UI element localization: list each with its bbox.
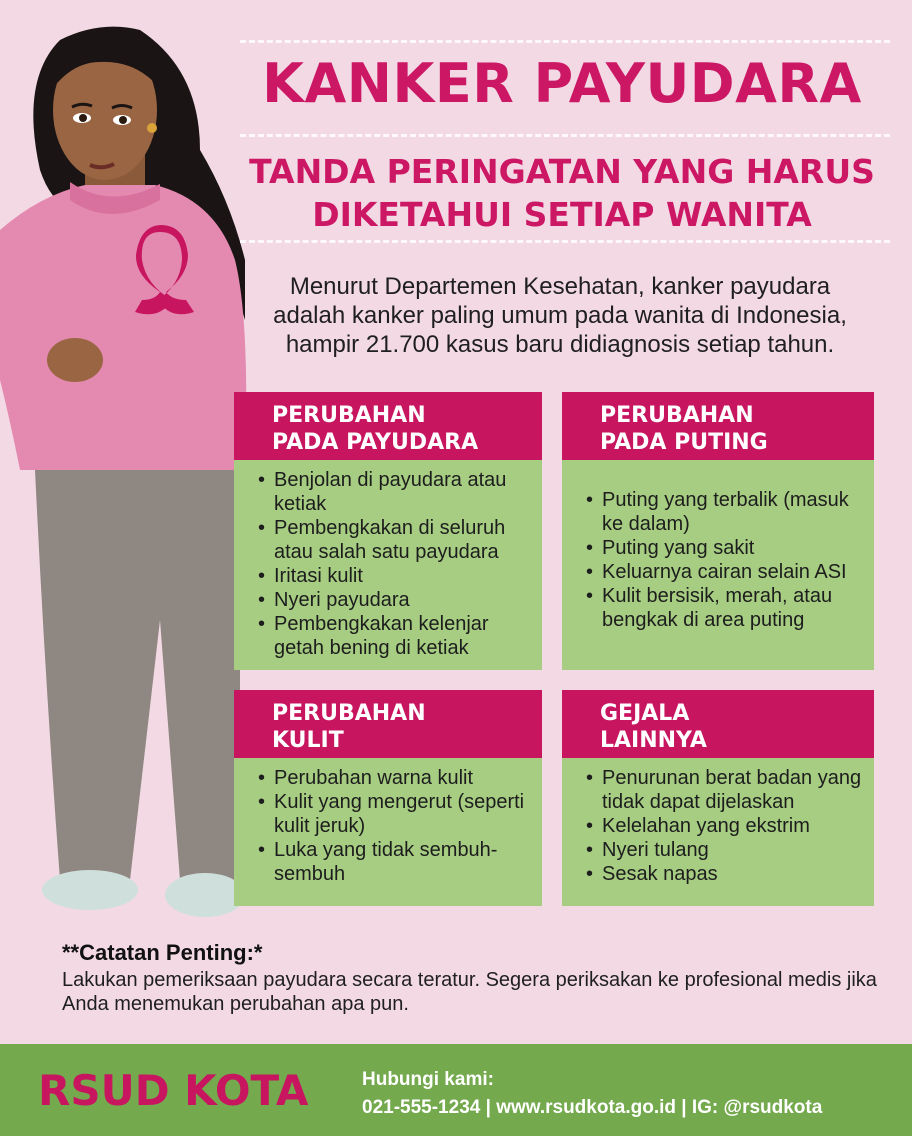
card-title: PADA PUTING: [600, 430, 768, 455]
card-title: PADA PAYUDARA: [272, 430, 479, 455]
card-breast-changes: [234, 392, 542, 670]
divider-top: [240, 40, 890, 43]
card-skin-changes: [234, 690, 542, 906]
note-text: Lakukan pemeriksaan payudara secara teratur. Segera periksakan ke profesional medis jika Anda menemukan perubahan apa pun.: [62, 969, 877, 1015]
symptom-list: [586, 488, 862, 632]
brand-logo: RSUD KOTA: [38, 1066, 309, 1115]
list-item: • Kelelahan yang ekstrim: [586, 814, 862, 838]
intro-text: [240, 272, 880, 359]
card-title: LAINNYA: [600, 728, 707, 753]
intro-line: hampir 21.700 kasus baru didiagnosis setiap tahun.: [285, 331, 835, 358]
divider-middle: [240, 134, 890, 137]
symptom-list: [258, 766, 530, 886]
subtitle-line: DIKETAHUI SETIAP WANITA: [312, 195, 812, 234]
list-item: • Pembengkakan kelenjar getah bening di ketiak: [258, 612, 530, 660]
list-item: • Keluarnya cairan selain ASI: [586, 560, 862, 584]
note-title: **Catatan Penting:*: [62, 940, 263, 965]
subtitle-line: TANDA PERINGATAN YANG HARUS: [249, 152, 875, 191]
list-item: • Kulit bersisik, merah, atau bengkak di area puting: [586, 584, 862, 632]
list-item: • Penurunan berat badan yang tidak dapat dijelaskan: [586, 766, 862, 814]
list-item: • Benjolan di payudara atau ketiak: [258, 468, 530, 516]
intro-line: Menurut Departemen Kesehatan, kanker payudara: [289, 273, 831, 300]
list-item: • Pembengkakan di seluruh atau salah satu payudara: [258, 516, 530, 564]
list-item: • Perubahan warna kulit: [258, 766, 530, 790]
card-other-symptoms: [562, 690, 874, 906]
list-item: • Iritasi kulit: [258, 564, 530, 588]
card-body: [562, 758, 874, 906]
card-body: [234, 460, 542, 670]
woman-illustration: [0, 0, 250, 940]
symptom-list: [258, 468, 530, 660]
card-nipple-changes: [562, 392, 874, 670]
symptom-list: [586, 766, 862, 886]
list-item: • Puting yang sakit: [586, 536, 862, 560]
card-header: [562, 690, 874, 758]
list-item: • Nyeri payudara: [258, 588, 530, 612]
card-header: [234, 690, 542, 758]
list-item: • Kulit yang mengerut (seperti kulit jeruk): [258, 790, 530, 838]
contact-details: 021-555-1234 | www.rsudkota.go.id | IG: @rsudkota: [362, 1097, 823, 1118]
list-item: • Nyeri tulang: [586, 838, 862, 862]
contact-label: Hubungi kami:: [362, 1069, 494, 1090]
important-note: [62, 940, 892, 1016]
page-subtitle: [226, 150, 898, 236]
list-item: • Puting yang terbalik (masuk ke dalam): [586, 488, 862, 536]
list-item: • Sesak napas: [586, 862, 862, 886]
card-title: PERUBAHAN: [272, 403, 426, 428]
card-header: [562, 392, 874, 460]
card-header: [234, 392, 542, 460]
card-body: [562, 460, 874, 670]
contact-info: [362, 1066, 822, 1122]
list-item: • Luka yang tidak sembuh-sembuh: [258, 838, 530, 886]
footer: [0, 1044, 912, 1136]
divider-bottom: [240, 240, 890, 243]
card-title: PERUBAHAN: [272, 701, 426, 726]
card-body: [234, 758, 542, 906]
card-title: KULIT: [272, 728, 344, 753]
card-title: PERUBAHAN: [600, 403, 754, 428]
page-title: KANKER PAYUDARA: [262, 52, 862, 115]
card-title: GEJALA: [600, 701, 690, 726]
intro-line: adalah kanker paling umum pada wanita di Indonesia,: [273, 302, 847, 329]
